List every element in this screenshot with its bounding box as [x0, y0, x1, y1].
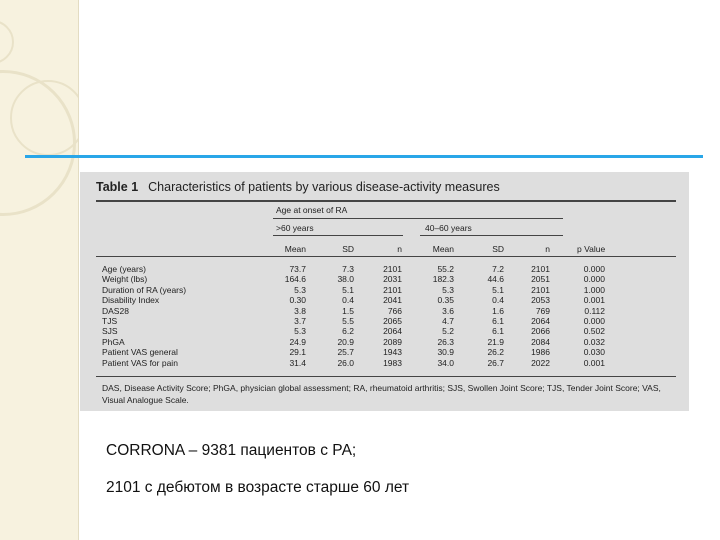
table-cell: 55.2: [437, 264, 454, 274]
table-cell: 0.030: [583, 347, 605, 358]
table-cell: 6.1: [492, 316, 504, 326]
table-title: [96, 180, 500, 194]
column-header: p Value: [577, 244, 606, 254]
table-cell: 5.3: [294, 326, 306, 337]
column-header: SD: [492, 244, 504, 254]
table-cell: 2089: [383, 336, 402, 347]
table-cell: 0.000: [583, 274, 605, 285]
row-label: Weight (lbs): [102, 274, 148, 285]
table-cell: 7.3: [342, 264, 354, 274]
table-cell: 0.000: [583, 316, 605, 326]
decorative-ring: [0, 20, 14, 64]
column-header: n: [545, 244, 550, 254]
table-cell: 766: [387, 305, 402, 316]
table-cell: 3.6: [442, 305, 454, 316]
table-cell: 3.8: [294, 305, 306, 316]
row-label: Patient VAS general: [102, 347, 178, 358]
table-cell: 26.2: [487, 347, 504, 358]
table-cell: 2101: [531, 284, 550, 295]
row-label: PhGA: [102, 336, 125, 347]
table-cell: 1986: [531, 347, 550, 358]
column-header: Mean: [284, 244, 306, 254]
table-cell: 2065: [383, 316, 402, 326]
row-label: TJS: [102, 316, 118, 326]
decorative-ring: [10, 80, 79, 156]
table-cell: 26.0: [337, 357, 354, 368]
table-cell: 2084: [531, 336, 550, 347]
table-cell: 164.6: [284, 274, 306, 285]
decorative-side-strip: [0, 0, 79, 540]
table-cell: 1.000: [583, 284, 605, 295]
table-cell: 0.032: [583, 336, 605, 347]
caption-line-2: 2101 с дебютом в возрасте старше 60 лет: [106, 479, 410, 496]
accent-divider-line: [25, 155, 703, 158]
table-cell: 7.2: [492, 264, 504, 274]
table-cell: 5.2: [442, 326, 454, 337]
table-top-rule: [96, 200, 676, 202]
table-cell: 0.35: [437, 295, 454, 306]
table-cell: 5.1: [492, 284, 504, 295]
column-header: n: [397, 244, 402, 254]
table-cell: 5.1: [342, 284, 354, 295]
table-cell: 44.6: [487, 274, 504, 285]
table-cell: 2064: [531, 316, 550, 326]
row-label: Disability Index: [102, 295, 160, 306]
table-cell: 6.1: [492, 326, 504, 337]
row-label: DAS28: [102, 305, 129, 316]
table-cell: 0.112: [584, 305, 605, 316]
row-label: Duration of RA (years): [102, 284, 187, 295]
table-cell: 0.4: [492, 295, 504, 306]
group1-rule: [273, 235, 403, 236]
table-cell: 2051: [531, 274, 550, 285]
table-cell: 26.7: [487, 357, 504, 368]
row-label: Patient VAS for pain: [102, 357, 178, 368]
table-cell: 1.5: [342, 305, 354, 316]
row-label: Age (years): [102, 264, 146, 274]
header-bottom-rule: [96, 256, 676, 257]
table-cell: 2101: [531, 264, 550, 274]
table-cell: 2101: [383, 284, 402, 295]
table-cell: 31.4: [289, 357, 306, 368]
table-cell: 1983: [383, 357, 402, 368]
table-cell: 0.000: [583, 264, 605, 274]
table-cell: 0.4: [342, 295, 354, 306]
table-cell: 26.3: [437, 336, 454, 347]
table-cell: 24.9: [289, 336, 306, 347]
table-footnote: DAS, Disease Activity Score; PhGA, physician global assessment; RA, rheumatoid arthritis; SJS, Swollen Joint Score; TJS, Tender Joint Score; VAS, Visual Analogue Scale.: [102, 383, 661, 405]
group-header: Age at onset of RA: [276, 205, 348, 215]
column-header: SD: [342, 244, 354, 254]
row-label: SJS: [102, 326, 118, 337]
table-cell: 3.7: [294, 316, 306, 326]
table-figure: [80, 172, 689, 411]
group1-header: >60 years: [276, 223, 314, 233]
table-cell: 2031: [383, 274, 402, 285]
table-cell: 182.3: [432, 274, 454, 285]
table-cell: 1943: [383, 347, 402, 358]
table-bottom-rule: [96, 376, 676, 377]
group2-rule: [420, 235, 563, 236]
table-cell: 29.1: [289, 347, 306, 358]
table-label: Table 1: [96, 180, 139, 194]
table-cell: 0.30: [289, 295, 306, 306]
table-cell: 38.0: [337, 274, 354, 285]
table-cell: 20.9: [337, 336, 354, 347]
table-cell: 5.3: [442, 284, 454, 295]
table-cell: 0.001: [583, 295, 605, 306]
table-cell: 34.0: [437, 357, 454, 368]
table-cell: 2101: [383, 264, 402, 274]
table-cell: 2064: [383, 326, 402, 337]
table-cell: 5.5: [342, 316, 354, 326]
table-cell: 2066: [531, 326, 550, 337]
table-cell: 0.502: [583, 326, 605, 337]
table-cell: 2041: [383, 295, 402, 306]
table-cell: 30.9: [437, 347, 454, 358]
group-header-rule: [273, 218, 563, 219]
table-cell: 4.7: [442, 316, 454, 326]
table-cell: 5.3: [294, 284, 306, 295]
table-cell: 2053: [531, 295, 550, 306]
column-header: Mean: [432, 244, 454, 254]
table-cell: 6.2: [342, 326, 354, 337]
table-title-text: Characteristics of patients by various disease-activity measures: [148, 180, 500, 194]
table-cell: 21.9: [487, 336, 504, 347]
table-cell: 0.001: [583, 357, 605, 368]
table-cell: 1.6: [492, 305, 504, 316]
table-cell: 25.7: [337, 347, 354, 358]
group2-header: 40–60 years: [425, 223, 472, 233]
table-cell: 769: [535, 305, 550, 316]
table-cell: 73.7: [289, 264, 306, 274]
table-cell: 2022: [531, 357, 550, 368]
caption-line-1: CORRONA – 9381 пациентов с РА;: [106, 442, 357, 459]
